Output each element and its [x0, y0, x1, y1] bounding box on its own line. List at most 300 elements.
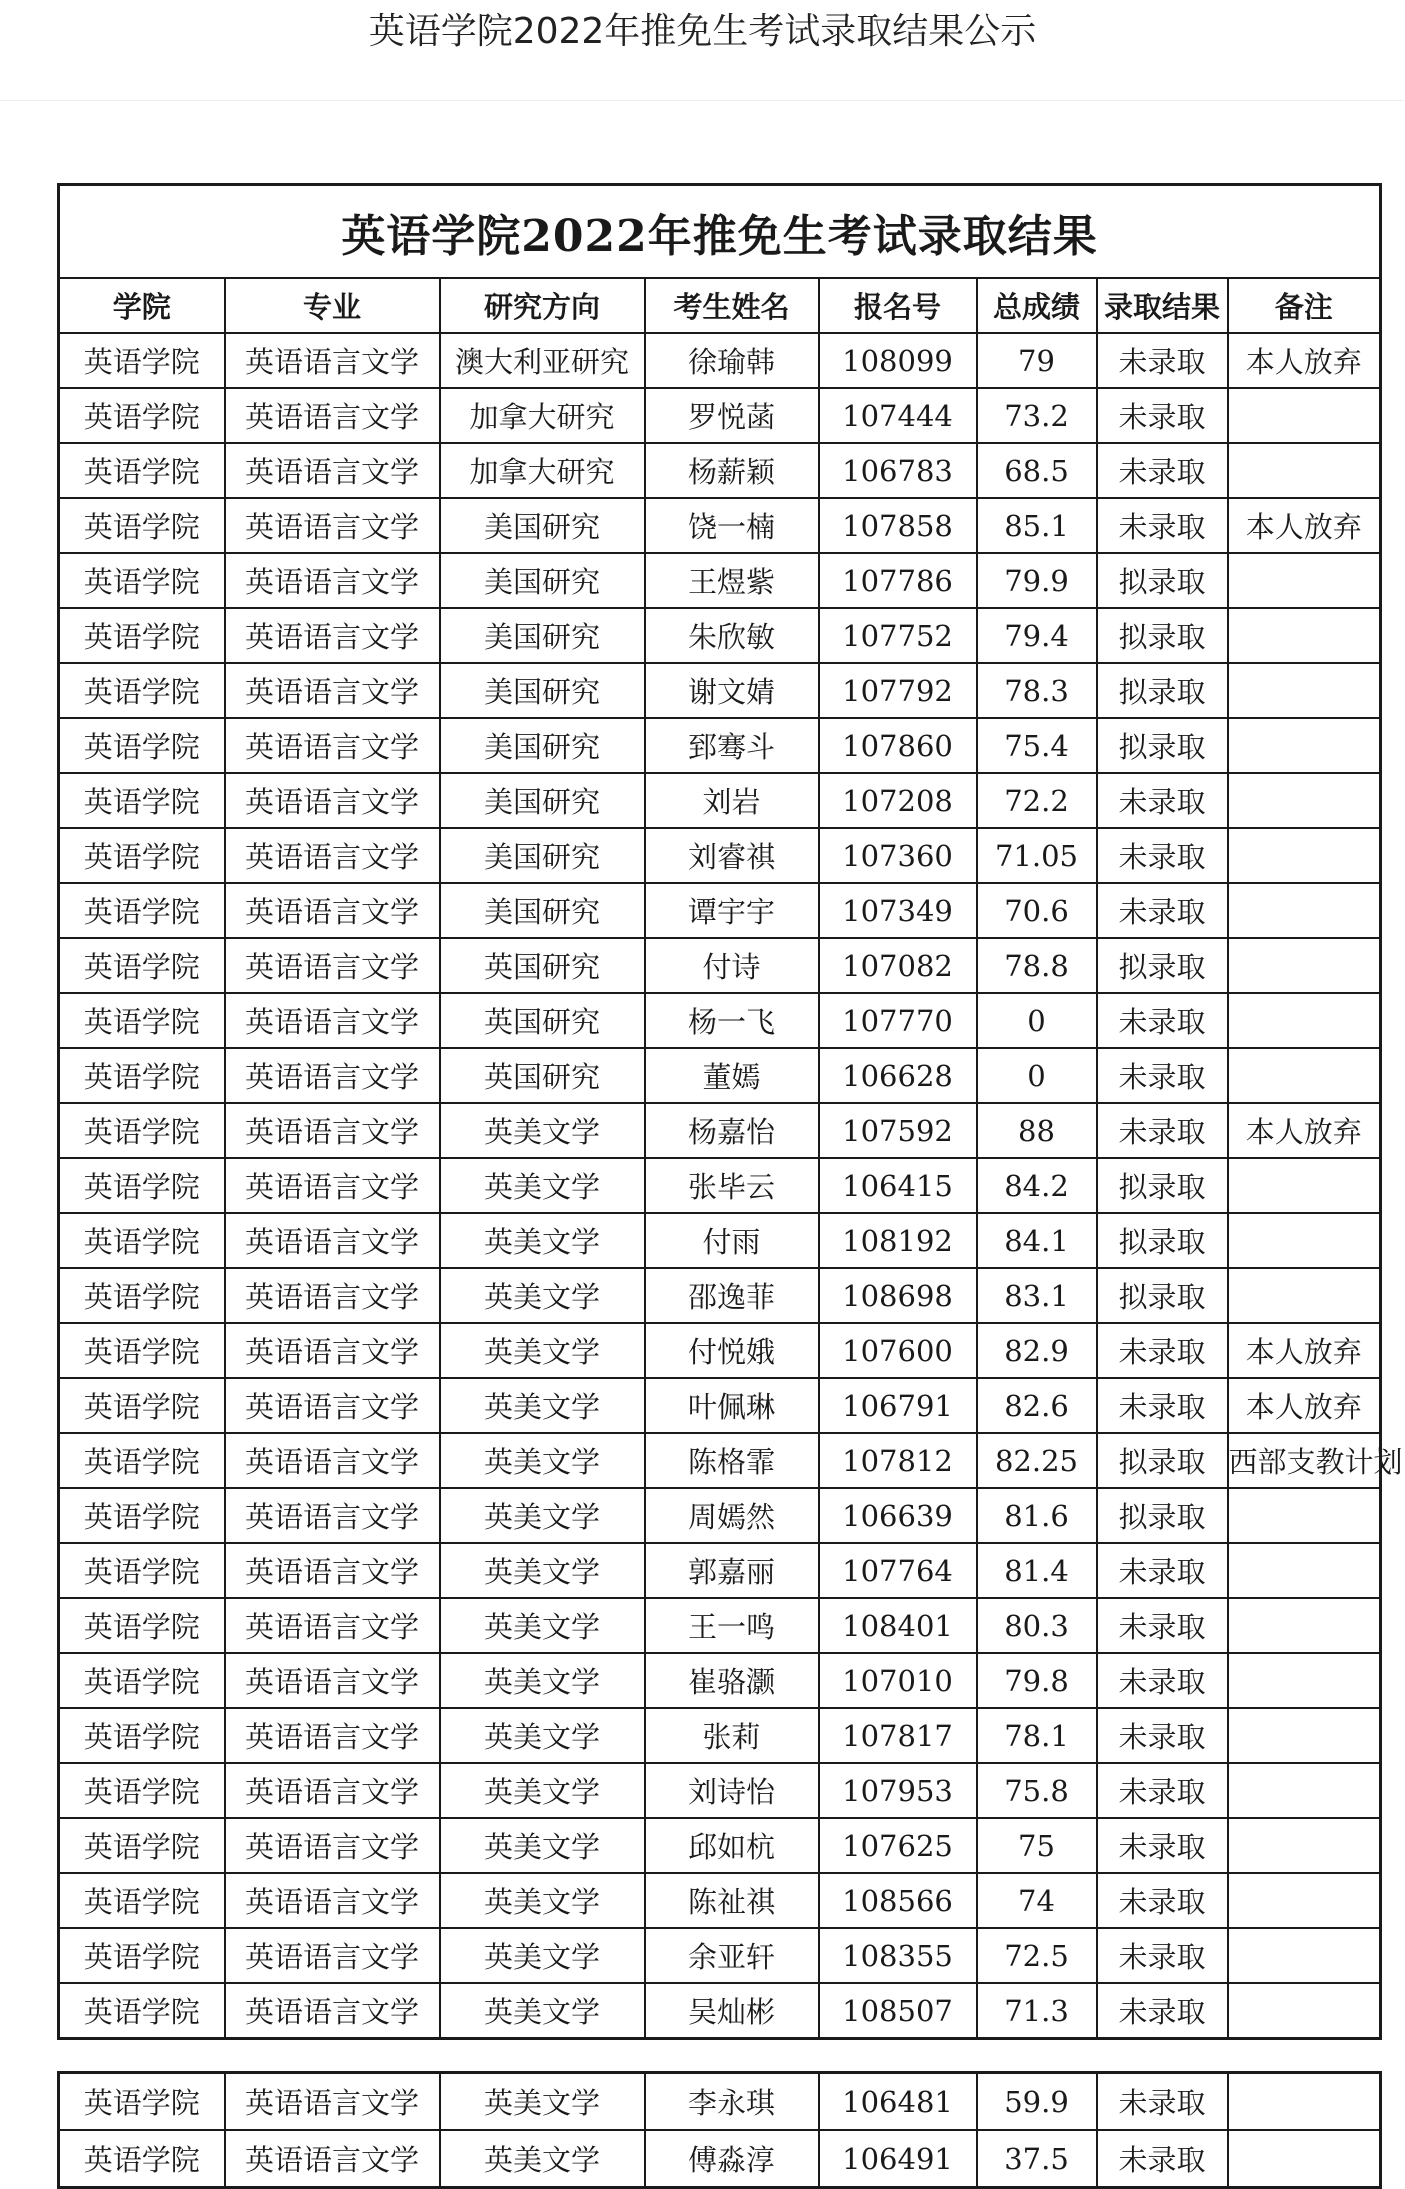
remarks-cell: 本人放弃 [1228, 333, 1381, 388]
research-direction-cell: 英美文学 [440, 1268, 645, 1323]
candidate-name-cell: 陈祉祺 [645, 1873, 819, 1928]
registration-no-cell: 107953 [819, 1763, 977, 1818]
major-cell: 英语语言文学 [225, 2073, 440, 2131]
admission-result-cell: 未录取 [1097, 993, 1228, 1048]
admission-result-cell: 未录取 [1097, 828, 1228, 883]
major-cell: 英语语言文学 [225, 388, 440, 443]
table-header-row [59, 278, 1381, 333]
remarks-cell [1228, 1818, 1381, 1873]
major-cell: 英语语言文学 [225, 1048, 440, 1103]
table-row [59, 553, 1381, 608]
table-row [59, 1928, 1381, 1983]
admission-result-cell: 拟录取 [1097, 608, 1228, 663]
total-score-cell: 78.8 [977, 938, 1097, 993]
table-row [59, 773, 1381, 828]
candidate-name-cell: 饶一楠 [645, 498, 819, 553]
remarks-cell [1228, 938, 1381, 993]
total-score-cell: 75.4 [977, 718, 1097, 773]
candidate-name-cell: 杨薪颖 [645, 443, 819, 498]
candidate-name-cell: 张毕云 [645, 1158, 819, 1213]
candidate-name-cell: 王煜紫 [645, 553, 819, 608]
research-direction-cell: 英美文学 [440, 1433, 645, 1488]
total-score-cell: 37.5 [977, 2130, 1097, 2188]
table-row [59, 1873, 1381, 1928]
table-row [59, 1378, 1381, 1433]
research-direction-cell: 美国研究 [440, 663, 645, 718]
total-score-cell: 83.1 [977, 1268, 1097, 1323]
column-header-admission-result: 录取结果 [1097, 278, 1228, 333]
total-score-cell: 80.3 [977, 1598, 1097, 1653]
college-cell: 英语学院 [59, 718, 225, 773]
table-row [59, 1323, 1381, 1378]
total-score-cell: 70.6 [977, 883, 1097, 938]
total-score-cell: 79 [977, 333, 1097, 388]
major-cell: 英语语言文学 [225, 1763, 440, 1818]
remarks-cell: 本人放弃 [1228, 1323, 1381, 1378]
table-row [59, 663, 1381, 718]
admission-results-table [57, 183, 1403, 2040]
candidate-name-cell: 谢文婧 [645, 663, 819, 718]
candidate-name-cell: 郅骞斗 [645, 718, 819, 773]
candidate-name-cell: 叶佩琳 [645, 1378, 819, 1433]
major-cell: 英语语言文学 [225, 938, 440, 993]
major-cell: 英语语言文学 [225, 1378, 440, 1433]
college-cell: 英语学院 [59, 828, 225, 883]
total-score-cell: 79.4 [977, 608, 1097, 663]
registration-no-cell: 107444 [819, 388, 977, 443]
major-cell: 英语语言文学 [225, 1103, 440, 1158]
candidate-name-cell: 付诗 [645, 938, 819, 993]
candidate-name-cell: 邵逸菲 [645, 1268, 819, 1323]
research-direction-cell: 英美文学 [440, 1103, 645, 1158]
research-direction-cell: 英国研究 [440, 1048, 645, 1103]
remarks-cell [1228, 828, 1381, 883]
remarks-cell [1228, 608, 1381, 663]
candidate-name-cell: 杨嘉怡 [645, 1103, 819, 1158]
column-header-major: 专业 [225, 278, 440, 333]
major-cell: 英语语言文学 [225, 828, 440, 883]
college-cell: 英语学院 [59, 1323, 225, 1378]
column-header-total-score: 总成绩 [977, 278, 1097, 333]
total-score-cell: 82.25 [977, 1433, 1097, 1488]
admission-result-cell: 未录取 [1097, 2130, 1228, 2188]
remarks-cell [1228, 443, 1381, 498]
major-cell: 英语语言文学 [225, 333, 440, 388]
title-divider [0, 100, 1405, 101]
registration-no-cell: 107082 [819, 938, 977, 993]
admission-result-cell: 拟录取 [1097, 1433, 1228, 1488]
major-cell: 英语语言文学 [225, 773, 440, 828]
admission-result-cell: 未录取 [1097, 1378, 1228, 1433]
major-cell: 英语语言文学 [225, 443, 440, 498]
college-cell: 英语学院 [59, 1048, 225, 1103]
registration-no-cell: 107752 [819, 608, 977, 663]
table-row [59, 1818, 1381, 1873]
table-row [59, 2073, 1381, 2131]
research-direction-cell: 英美文学 [440, 1653, 645, 1708]
page-title: 英语学院2022年推免生考试录取结果公示 [368, 11, 1037, 52]
college-cell: 英语学院 [59, 663, 225, 718]
major-cell: 英语语言文学 [225, 1653, 440, 1708]
total-score-cell: 84.1 [977, 1213, 1097, 1268]
college-cell: 英语学院 [59, 2073, 225, 2131]
table-row [59, 1983, 1381, 2039]
admission-result-cell: 未录取 [1097, 1653, 1228, 1708]
table-row [59, 443, 1381, 498]
total-score-cell: 84.2 [977, 1158, 1097, 1213]
college-cell: 英语学院 [59, 608, 225, 663]
research-direction-cell: 英美文学 [440, 1818, 645, 1873]
major-cell: 英语语言文学 [225, 663, 440, 718]
total-score-cell: 73.2 [977, 388, 1097, 443]
major-cell: 英语语言文学 [225, 1543, 440, 1598]
registration-no-cell: 106783 [819, 443, 977, 498]
candidate-name-cell: 王一鸣 [645, 1598, 819, 1653]
registration-no-cell: 107010 [819, 1653, 977, 1708]
candidate-name-cell: 周嫣然 [645, 1488, 819, 1543]
admission-result-cell: 拟录取 [1097, 1213, 1228, 1268]
research-direction-cell: 英美文学 [440, 1873, 645, 1928]
total-score-cell: 0 [977, 993, 1097, 1048]
table-row [59, 1488, 1381, 1543]
admission-result-cell: 未录取 [1097, 1323, 1228, 1378]
total-score-cell: 72.5 [977, 1928, 1097, 1983]
college-cell: 英语学院 [59, 773, 225, 828]
registration-no-cell: 107786 [819, 553, 977, 608]
total-score-cell: 75.8 [977, 1763, 1097, 1818]
registration-no-cell: 107792 [819, 663, 977, 718]
research-direction-cell: 加拿大研究 [440, 443, 645, 498]
major-cell: 英语语言文学 [225, 993, 440, 1048]
admission-result-cell: 未录取 [1097, 1103, 1228, 1158]
major-cell: 英语语言文学 [225, 1323, 440, 1378]
research-direction-cell: 美国研究 [440, 828, 645, 883]
research-direction-cell: 美国研究 [440, 773, 645, 828]
major-cell: 英语语言文学 [225, 718, 440, 773]
research-direction-cell: 英美文学 [440, 1158, 645, 1213]
table-row [59, 498, 1381, 553]
research-direction-cell: 美国研究 [440, 498, 645, 553]
total-score-cell: 81.6 [977, 1488, 1097, 1543]
major-cell: 英语语言文学 [225, 1268, 440, 1323]
table-row [59, 1268, 1381, 1323]
remarks-cell [1228, 1598, 1381, 1653]
candidate-name-cell: 刘睿祺 [645, 828, 819, 883]
candidate-name-cell: 谭宇宇 [645, 883, 819, 938]
registration-no-cell: 107349 [819, 883, 977, 938]
candidate-name-cell: 余亚轩 [645, 1928, 819, 1983]
table-row [59, 1763, 1381, 1818]
research-direction-cell: 英美文学 [440, 1598, 645, 1653]
research-direction-cell: 英美文学 [440, 1708, 645, 1763]
college-cell: 英语学院 [59, 333, 225, 388]
remarks-cell: 本人放弃 [1228, 1103, 1381, 1158]
admission-result-cell: 未录取 [1097, 773, 1228, 828]
total-score-cell: 75 [977, 1818, 1097, 1873]
remarks-cell [1228, 773, 1381, 828]
total-score-cell: 59.9 [977, 2073, 1097, 2131]
registration-no-cell: 107600 [819, 1323, 977, 1378]
college-cell: 英语学院 [59, 1708, 225, 1763]
table-row [59, 993, 1381, 1048]
registration-no-cell: 107625 [819, 1818, 977, 1873]
college-cell: 英语学院 [59, 1653, 225, 1708]
total-score-cell: 78.3 [977, 663, 1097, 718]
table-row [59, 1048, 1381, 1103]
registration-no-cell: 108507 [819, 1983, 977, 2039]
table-row [59, 1158, 1381, 1213]
admission-result-cell: 拟录取 [1097, 1488, 1228, 1543]
college-cell: 英语学院 [59, 883, 225, 938]
admission-result-cell: 拟录取 [1097, 718, 1228, 773]
column-header-college: 学院 [59, 278, 225, 333]
table-row [59, 1433, 1381, 1488]
candidate-name-cell: 陈格霏 [645, 1433, 819, 1488]
remarks-cell [1228, 553, 1381, 608]
column-header-registration-no: 报名号 [819, 278, 977, 333]
total-score-cell: 82.6 [977, 1378, 1097, 1433]
registration-no-cell: 107208 [819, 773, 977, 828]
total-score-cell: 71.3 [977, 1983, 1097, 2039]
research-direction-cell: 英美文学 [440, 1983, 645, 2039]
research-direction-cell: 英美文学 [440, 1488, 645, 1543]
candidate-name-cell: 朱欣敏 [645, 608, 819, 663]
major-cell: 英语语言文学 [225, 1873, 440, 1928]
college-cell: 英语学院 [59, 1378, 225, 1433]
remarks-cell [1228, 993, 1381, 1048]
table-row [59, 333, 1381, 388]
column-header-research-direction: 研究方向 [440, 278, 645, 333]
research-direction-cell: 英美文学 [440, 1928, 645, 1983]
total-score-cell: 71.05 [977, 828, 1097, 883]
admission-result-cell: 拟录取 [1097, 938, 1228, 993]
college-cell: 英语学院 [59, 1818, 225, 1873]
major-cell: 英语语言文学 [225, 2130, 440, 2188]
candidate-name-cell: 杨一飞 [645, 993, 819, 1048]
candidate-name-cell: 崔骆灏 [645, 1653, 819, 1708]
remarks-cell [1228, 2073, 1381, 2131]
major-cell: 英语语言文学 [225, 1983, 440, 2039]
college-cell: 英语学院 [59, 993, 225, 1048]
admission-result-cell: 未录取 [1097, 1983, 1228, 2039]
college-cell: 英语学院 [59, 1928, 225, 1983]
candidate-name-cell: 董嫣 [645, 1048, 819, 1103]
registration-no-cell: 108698 [819, 1268, 977, 1323]
candidate-name-cell: 刘岩 [645, 773, 819, 828]
major-cell: 英语语言文学 [225, 498, 440, 553]
college-cell: 英语学院 [59, 1433, 225, 1488]
registration-no-cell: 108192 [819, 1213, 977, 1268]
remarks-cell [1228, 883, 1381, 938]
college-cell: 英语学院 [59, 1268, 225, 1323]
table-row [59, 1543, 1381, 1598]
remarks-cell [1228, 1763, 1381, 1818]
research-direction-cell: 英美文学 [440, 2073, 645, 2131]
major-cell: 英语语言文学 [225, 1213, 440, 1268]
admission-result-cell: 拟录取 [1097, 663, 1228, 718]
total-score-cell: 78.1 [977, 1708, 1097, 1763]
admission-result-cell: 拟录取 [1097, 1268, 1228, 1323]
registration-no-cell: 106481 [819, 2073, 977, 2131]
remarks-cell [1228, 1543, 1381, 1598]
table-row [59, 1213, 1381, 1268]
table-row [59, 718, 1381, 773]
admission-result-cell: 未录取 [1097, 1048, 1228, 1103]
candidate-name-cell: 付悦娥 [645, 1323, 819, 1378]
remarks-cell [1228, 718, 1381, 773]
table-row [59, 608, 1381, 663]
registration-no-cell: 107812 [819, 1433, 977, 1488]
research-direction-cell: 英国研究 [440, 993, 645, 1048]
candidate-name-cell: 张莉 [645, 1708, 819, 1763]
total-score-cell: 79.8 [977, 1653, 1097, 1708]
table-row [59, 388, 1381, 443]
college-cell: 英语学院 [59, 1983, 225, 2039]
research-direction-cell: 美国研究 [440, 883, 645, 938]
registration-no-cell: 107858 [819, 498, 977, 553]
column-header-remarks: 备注 [1228, 278, 1381, 333]
registration-no-cell: 106639 [819, 1488, 977, 1543]
major-cell: 英语语言文学 [225, 1433, 440, 1488]
total-score-cell: 81.4 [977, 1543, 1097, 1598]
candidate-name-cell: 吴灿彬 [645, 1983, 819, 2039]
candidate-name-cell: 付雨 [645, 1213, 819, 1268]
total-score-cell: 82.9 [977, 1323, 1097, 1378]
research-direction-cell: 美国研究 [440, 553, 645, 608]
remarks-cell [1228, 1983, 1381, 2039]
research-direction-cell: 澳大利亚研究 [440, 333, 645, 388]
total-score-cell: 79.9 [977, 553, 1097, 608]
table-row [59, 938, 1381, 993]
registration-no-cell: 107592 [819, 1103, 977, 1158]
candidate-name-cell: 傅淼淳 [645, 2130, 819, 2188]
admission-result-cell: 未录取 [1097, 1763, 1228, 1818]
college-cell: 英语学院 [59, 938, 225, 993]
admission-result-cell: 未录取 [1097, 1543, 1228, 1598]
registration-no-cell: 106491 [819, 2130, 977, 2188]
research-direction-cell: 英美文学 [440, 2130, 645, 2188]
registration-no-cell: 107360 [819, 828, 977, 883]
college-cell: 英语学院 [59, 388, 225, 443]
major-cell: 英语语言文学 [225, 1598, 440, 1653]
admission-result-cell: 未录取 [1097, 333, 1228, 388]
admission-result-cell: 未录取 [1097, 1708, 1228, 1763]
research-direction-cell: 英美文学 [440, 1213, 645, 1268]
candidate-name-cell: 邱如杭 [645, 1818, 819, 1873]
admission-results-table-continued [57, 2071, 1382, 2189]
remarks-cell [1228, 1653, 1381, 1708]
admission-result-cell: 拟录取 [1097, 1158, 1228, 1213]
admission-result-cell: 未录取 [1097, 443, 1228, 498]
registration-no-cell: 106415 [819, 1158, 977, 1213]
table-row [59, 1708, 1381, 1763]
research-direction-cell: 美国研究 [440, 608, 645, 663]
major-cell: 英语语言文学 [225, 1928, 440, 1983]
admission-result-cell: 未录取 [1097, 883, 1228, 938]
major-cell: 英语语言文学 [225, 608, 440, 663]
college-cell: 英语学院 [59, 1103, 225, 1158]
college-cell: 英语学院 [59, 443, 225, 498]
total-score-cell: 88 [977, 1103, 1097, 1158]
registration-no-cell: 106791 [819, 1378, 977, 1433]
research-direction-cell: 英美文学 [440, 1378, 645, 1433]
registration-no-cell: 108099 [819, 333, 977, 388]
college-cell: 英语学院 [59, 553, 225, 608]
remarks-cell [1228, 1928, 1381, 1983]
registration-no-cell: 107817 [819, 1708, 977, 1763]
major-cell: 英语语言文学 [225, 553, 440, 608]
registration-no-cell: 107770 [819, 993, 977, 1048]
registration-no-cell: 107860 [819, 718, 977, 773]
remarks-cell [1228, 1048, 1381, 1103]
research-direction-cell: 英美文学 [440, 1323, 645, 1378]
college-cell: 英语学院 [59, 1213, 225, 1268]
research-direction-cell: 加拿大研究 [440, 388, 645, 443]
admission-result-cell: 未录取 [1097, 1928, 1228, 1983]
major-cell: 英语语言文学 [225, 1488, 440, 1543]
remarks-cell: 本人放弃 [1228, 498, 1381, 553]
research-direction-cell: 英美文学 [440, 1543, 645, 1598]
registration-no-cell: 108566 [819, 1873, 977, 1928]
college-cell: 英语学院 [59, 1543, 225, 1598]
registration-no-cell: 107764 [819, 1543, 977, 1598]
candidate-name-cell: 罗悦菡 [645, 388, 819, 443]
remarks-cell [1228, 1158, 1381, 1213]
remarks-cell [1228, 1213, 1381, 1268]
college-cell: 英语学院 [59, 498, 225, 553]
admission-result-cell: 未录取 [1097, 1598, 1228, 1653]
table-row [59, 1653, 1381, 1708]
registration-no-cell: 108355 [819, 1928, 977, 1983]
research-direction-cell: 英美文学 [440, 1763, 645, 1818]
major-cell: 英语语言文学 [225, 1158, 440, 1213]
candidate-name-cell: 徐瑜韩 [645, 333, 819, 388]
admission-result-cell: 未录取 [1097, 498, 1228, 553]
remarks-cell [1228, 1873, 1381, 1928]
table-caption: 英语学院2022年推免生考试录取结果 [59, 185, 1381, 279]
college-cell: 英语学院 [59, 1763, 225, 1818]
remarks-cell: 本人放弃 [1228, 1378, 1381, 1433]
remarks-cell [1228, 1488, 1381, 1543]
admission-result-cell: 未录取 [1097, 388, 1228, 443]
total-score-cell: 68.5 [977, 443, 1097, 498]
research-direction-cell: 美国研究 [440, 718, 645, 773]
major-cell: 英语语言文学 [225, 1708, 440, 1763]
college-cell: 英语学院 [59, 1598, 225, 1653]
admission-result-cell: 未录取 [1097, 1818, 1228, 1873]
registration-no-cell: 106628 [819, 1048, 977, 1103]
remarks-cell [1228, 2130, 1381, 2188]
college-cell: 英语学院 [59, 1488, 225, 1543]
admission-result-cell: 拟录取 [1097, 553, 1228, 608]
remarks-cell: 西部支教计划 [1228, 1433, 1381, 1488]
remarks-cell [1228, 388, 1381, 443]
research-direction-cell: 英国研究 [440, 938, 645, 993]
table-row [59, 1598, 1381, 1653]
column-header-candidate-name: 考生姓名 [645, 278, 819, 333]
table-row [59, 883, 1381, 938]
remarks-cell [1228, 1268, 1381, 1323]
college-cell: 英语学院 [59, 2130, 225, 2188]
admission-result-cell: 未录取 [1097, 2073, 1228, 2131]
total-score-cell: 85.1 [977, 498, 1097, 553]
table-row [59, 1103, 1381, 1158]
candidate-name-cell: 郭嘉丽 [645, 1543, 819, 1598]
remarks-cell [1228, 1708, 1381, 1763]
major-cell: 英语语言文学 [225, 883, 440, 938]
college-cell: 英语学院 [59, 1158, 225, 1213]
total-score-cell: 0 [977, 1048, 1097, 1103]
